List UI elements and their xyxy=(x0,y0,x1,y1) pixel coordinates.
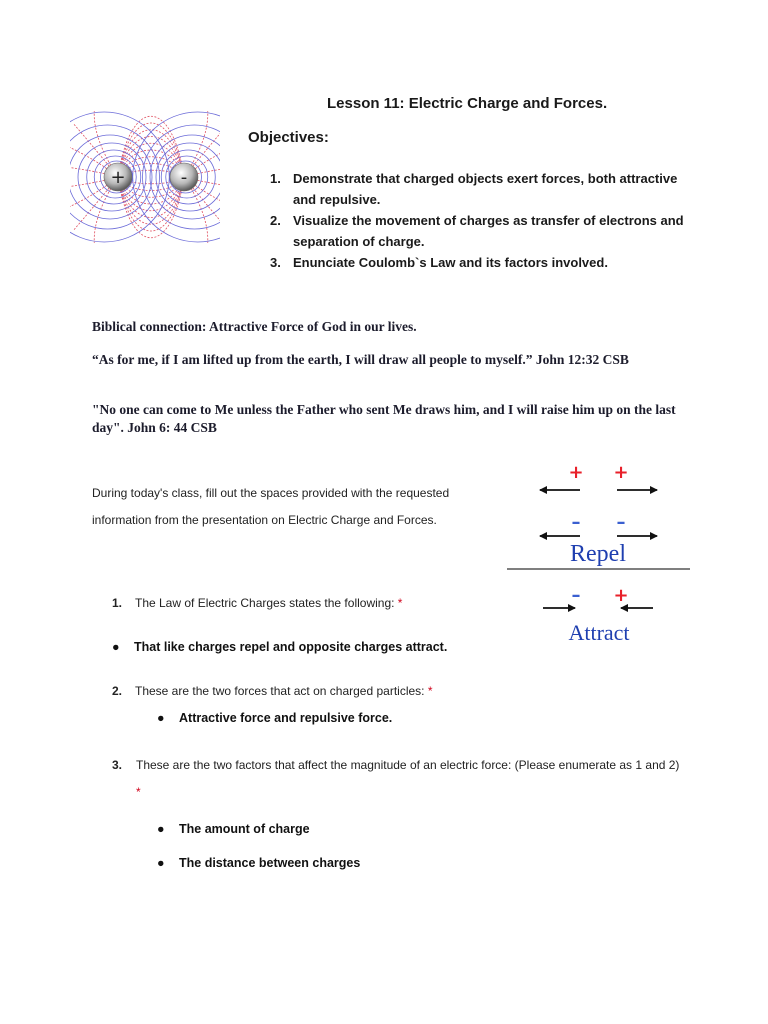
question-text: These are the two factors that affect the magnitude of an electric force: (Please enumerate as 1 and 2) xyxy=(136,758,680,772)
positive-charge-label: + xyxy=(110,167,126,188)
objective-number: 1. xyxy=(270,171,281,186)
answer-text: That like charges repel and opposite charges attract. xyxy=(134,640,448,654)
repel-attract-diagram xyxy=(505,455,695,650)
objectives-heading: Objectives: xyxy=(248,129,329,146)
question-number: 1. xyxy=(112,596,123,610)
answer-text: The distance between charges xyxy=(179,856,361,870)
bullet-icon: ● xyxy=(157,822,165,836)
question-number: 2. xyxy=(112,684,123,698)
objective-item xyxy=(270,210,690,252)
question-number: 3. xyxy=(112,758,123,772)
answer-1 xyxy=(112,640,447,654)
minus-charge-sign: – xyxy=(571,585,581,606)
minus-charge-sign: – xyxy=(571,512,581,533)
question-3 xyxy=(112,752,682,806)
plus-charge-sign: + xyxy=(568,462,584,483)
bible-quote-john-12: “As for me, if I am lifted up from the earth, I will draw all people to myself.” John 12:32 CSB xyxy=(92,352,629,367)
question-text: The Law of Electric Charges states the following: xyxy=(135,596,398,610)
objective-item xyxy=(270,252,690,273)
answer-3b xyxy=(157,856,360,870)
repel-label: Repel xyxy=(570,541,626,567)
instructions-text: During today's class, fill out the spaces provided with the requested information from the presentation on Electric Charge and Forces. xyxy=(92,486,450,527)
required-asterisk: * xyxy=(136,785,141,799)
answer-text: Attractive force and repulsive force. xyxy=(179,711,393,725)
question-text: These are the two forces that act on charged particles: xyxy=(135,684,428,698)
question-1 xyxy=(112,596,402,610)
attract-label: Attract xyxy=(568,620,630,645)
objective-text: Enunciate Coulomb`s Law and its factors involved. xyxy=(293,255,608,270)
objective-text: Demonstrate that charged objects exert forces, both attractive and repulsive. xyxy=(293,171,678,207)
objective-number: 3. xyxy=(270,255,281,270)
required-asterisk: * xyxy=(397,596,403,610)
bullet-icon: ● xyxy=(157,856,165,870)
minus-charge-sign: – xyxy=(616,512,626,533)
objective-item xyxy=(270,168,690,210)
objectives-list xyxy=(270,168,690,273)
plus-charge-sign: + xyxy=(613,462,629,483)
bullet-icon: ● xyxy=(157,711,165,725)
answer-text: The amount of charge xyxy=(179,822,310,836)
negative-charge-label: - xyxy=(180,167,188,188)
plus-charge-sign: + xyxy=(613,585,629,606)
objective-text: Visualize the movement of charges as transfer of electrons and separation of charge. xyxy=(293,213,684,249)
answer-3a xyxy=(157,822,310,836)
field-lines-diagram xyxy=(70,95,220,260)
biblical-heading: Biblical connection: Attractive Force of God in our lives. xyxy=(92,319,417,334)
question-2 xyxy=(112,684,433,698)
lesson-title: Lesson 11: Electric Charge and Forces. xyxy=(327,95,608,112)
repel-attract-figure xyxy=(505,455,695,655)
answer-2 xyxy=(157,711,392,725)
objective-number: 2. xyxy=(270,213,281,228)
bullet-icon: ● xyxy=(112,640,120,654)
required-asterisk: * xyxy=(427,684,433,698)
bible-quote-john-6: "No one can come to Me unless the Father who sent Me draws him, and I will raise him up on the last day". John 6: 44 CSB xyxy=(92,402,676,435)
electric-field-figure xyxy=(70,95,220,265)
